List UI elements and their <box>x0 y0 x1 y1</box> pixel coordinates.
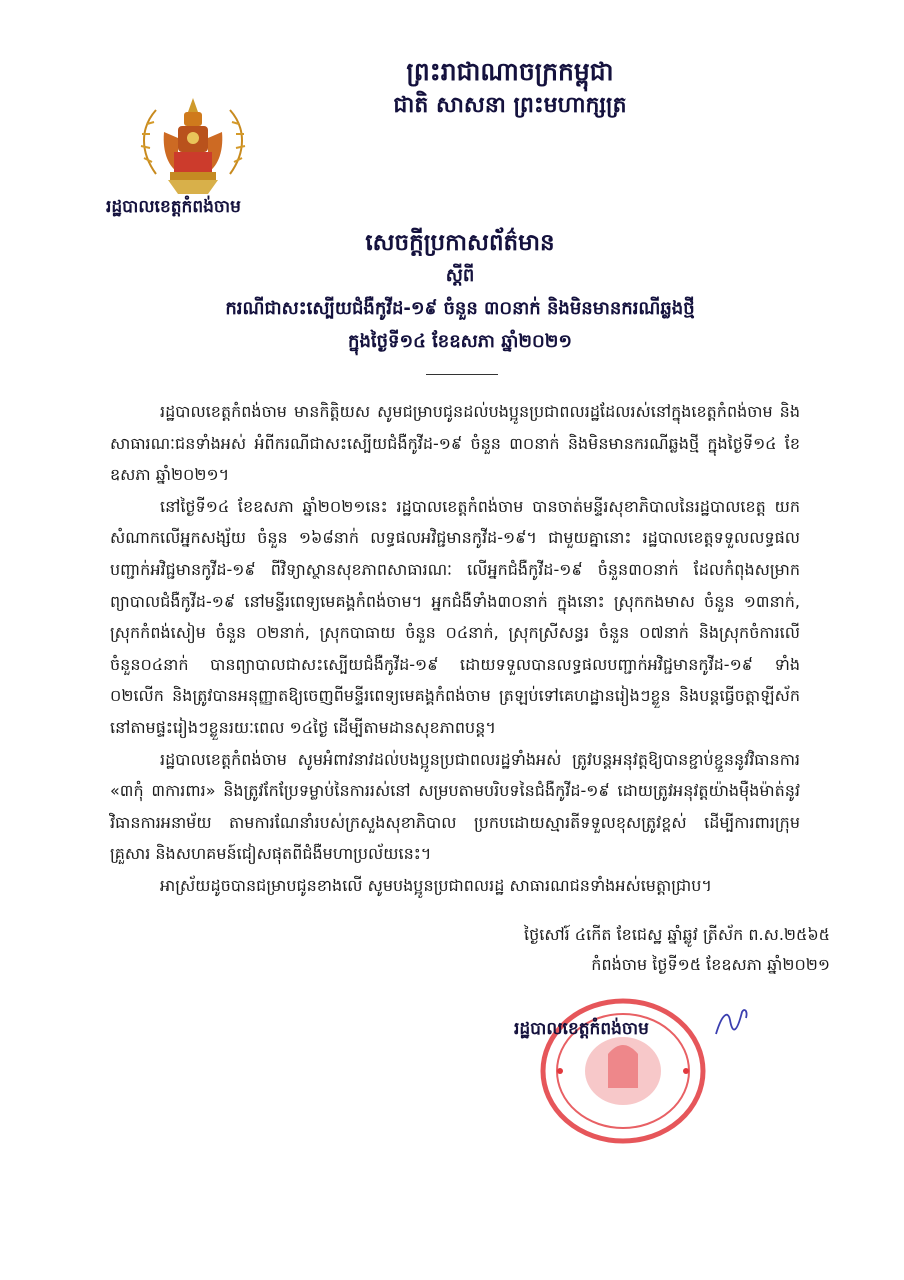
national-motto: ជាតិ សាសនា ព្រះមហាក្សត្រ <box>393 93 627 118</box>
notice-body <box>110 396 800 902</box>
signoff-issuer: រដ្ឋបាលខេត្តកំពង់ចាម <box>514 1019 649 1039</box>
body-closing: អាស្រ័យដូចបានជម្រាបជូនខាងលើ សូមបងប្អូនប្រជាពលរដ្ឋ សាធារណជនទាំងអស់មេត្តាជ្រាប។ <box>160 875 712 895</box>
body-paragraph-1: រដ្ឋបាលខេត្តកំពង់ចាម មានកិត្តិយស សូមជម្រាបជូនដល់បងប្អូនប្រជាពលរដ្ឋដែលរស់នៅក្នុងខេត្តកំពង់ចាម និងសាធារណៈជនទាំងអស់ អំពីករណីជាសះស្បើយជំងឺកូវីដ-១៩ ចំនួន ៣០នាក់ និងមិនមានករណីឆ្លងថ្មី ក្នុងថ្ងៃទី១៤ ខែឧសភា ឆ្នាំ២០២១។ <box>110 402 800 485</box>
notice-title: សេចក្តីប្រកាសព័ត៌មាន <box>365 230 555 256</box>
signature-icon <box>712 1006 752 1042</box>
solar-date: កំពង់ចាម ថ្ងៃទី១៥ ខែឧសភា ឆ្នាំ២០២១ <box>591 955 830 974</box>
notice-subject <box>140 292 780 358</box>
kingdom-heading: ព្រះរាជាណាចក្រកម្ពុជា <box>406 57 614 86</box>
subject-line-2: ក្នុងថ្ងៃទី១៤ ខែឧសភា ឆ្នាំ២០២១ <box>348 331 572 352</box>
body-paragraph-3: រដ្ឋបាលខេត្តកំពង់ចាម សូមអំពាវនាវដល់បងប្អូនប្រជាពលរដ្ឋទាំងអស់ ត្រូវបន្តអនុវត្តឱ្យបានខ្ជាប់ខ្ជួននូវវិធានការ «៣កុំ ៣ការពារ» និងត្រូវកែប្រែទម្លាប់នៃការរស់នៅ សម្របតាមបរិបទនៃជំងឺកូវីដ-១៩ ដោយត្រូវអនុវត្តយ៉ាងម៉ឺងម៉ាត់នូវវិធានការអនាម័យ តាមការណែនាំរបស់ក្រសួងសុខាភិបាល ប្រកបដោយស្មារតីទទួលខុសត្រូវខ្ពស់ ដើម្បីការពារក្រុមគ្រួសារ និងសហគមន៍ជៀសផុតពីជំងឺមហាប្រល័យនេះ។ <box>110 749 800 864</box>
body-paragraph-2: នៅថ្ងៃទី១៤ ខែឧសភា ឆ្នាំ២០២១នេះ រដ្ឋបាលខេត្តកំពង់ចាម បានចាត់មន្ទីរសុខាភិបាលនៃរដ្ឋបាលខេត្ត យកសំណាកលើអ្នកសង្ស័យ ចំនួន ១៦៨នាក់ លទ្ធផលអវិជ្ជមានកូវីដ-១៩។ ជាមួយគ្នានោះ រដ្ឋបាលខេត្តទទួលលទ្ធផលបញ្ជាក់អវិជ្ជមានកូវីដ-១៩ ពីវិទ្យាស្ថានសុខភាពសាធារណៈ លើអ្នកជំងឺកូវីដ-១៩ ចំនួន៣០នាក់ ដែលកំពុងសម្រាកព្យាបាលជំងឺកូវីដ-១៩ នៅមន្ទីរពេទ្យមេគង្គកំពង់ចាម។ អ្នកជំងឺទាំង៣០នាក់ ក្នុងនោះ ស្រុកកងមាស ចំនួន ១៣នាក់, ស្រុកកំពង់សៀម ចំនួន ០២នាក់, ស្រុកបាធាយ ចំនួន ០៤នាក់, ស្រុកស្រីសន្ធរ ចំនួន ០៧នាក់ និងស្រុកចំការលើ ចំនួន០៤នាក់ បានព្យាបាលជាសះស្បើយជំងឺកូវីដ-១៩ ដោយទទួលបានលទ្ធផលបញ្ជាក់អវិជ្ជមានកូវីដ-១៩ ទាំង ០២លើក និងត្រូវបានអនុញ្ញាតឱ្យចេញពីមន្ទីរពេទ្យមេគង្គកំពង់ចាម ត្រឡប់ទៅគេហដ្ឋានរៀងៗខ្លួន និងបន្តធ្វើចត្តាឡីស័កនៅតាមផ្ទះរៀងៗខ្លួនរយៈពេល ១៤ថ្ងៃ ដើម្បីតាមដានសុខភាពបន្ត។ <box>110 496 800 737</box>
subject-line-1: ករណីជាសះស្បើយជំងឺកូវីដ-១៩ ចំនួន ៣០នាក់ និងមិនមានករណីឆ្លងថ្មី <box>225 298 695 319</box>
issuing-authority: រដ្ឋបាលខេត្តកំពង់ចាម <box>106 197 241 217</box>
provincial-emblem-icon <box>134 92 252 200</box>
lunar-date: ថ្ងៃសៅរ៍ ៤កើត ខែជេស្ឋ ឆ្នាំឆ្លូវ ត្រីស័ក ព.ស.២៥៦៥ <box>524 925 830 944</box>
title-divider <box>426 374 498 375</box>
date-block <box>370 920 830 980</box>
notice-about-label: ស្តីពី <box>445 265 475 286</box>
